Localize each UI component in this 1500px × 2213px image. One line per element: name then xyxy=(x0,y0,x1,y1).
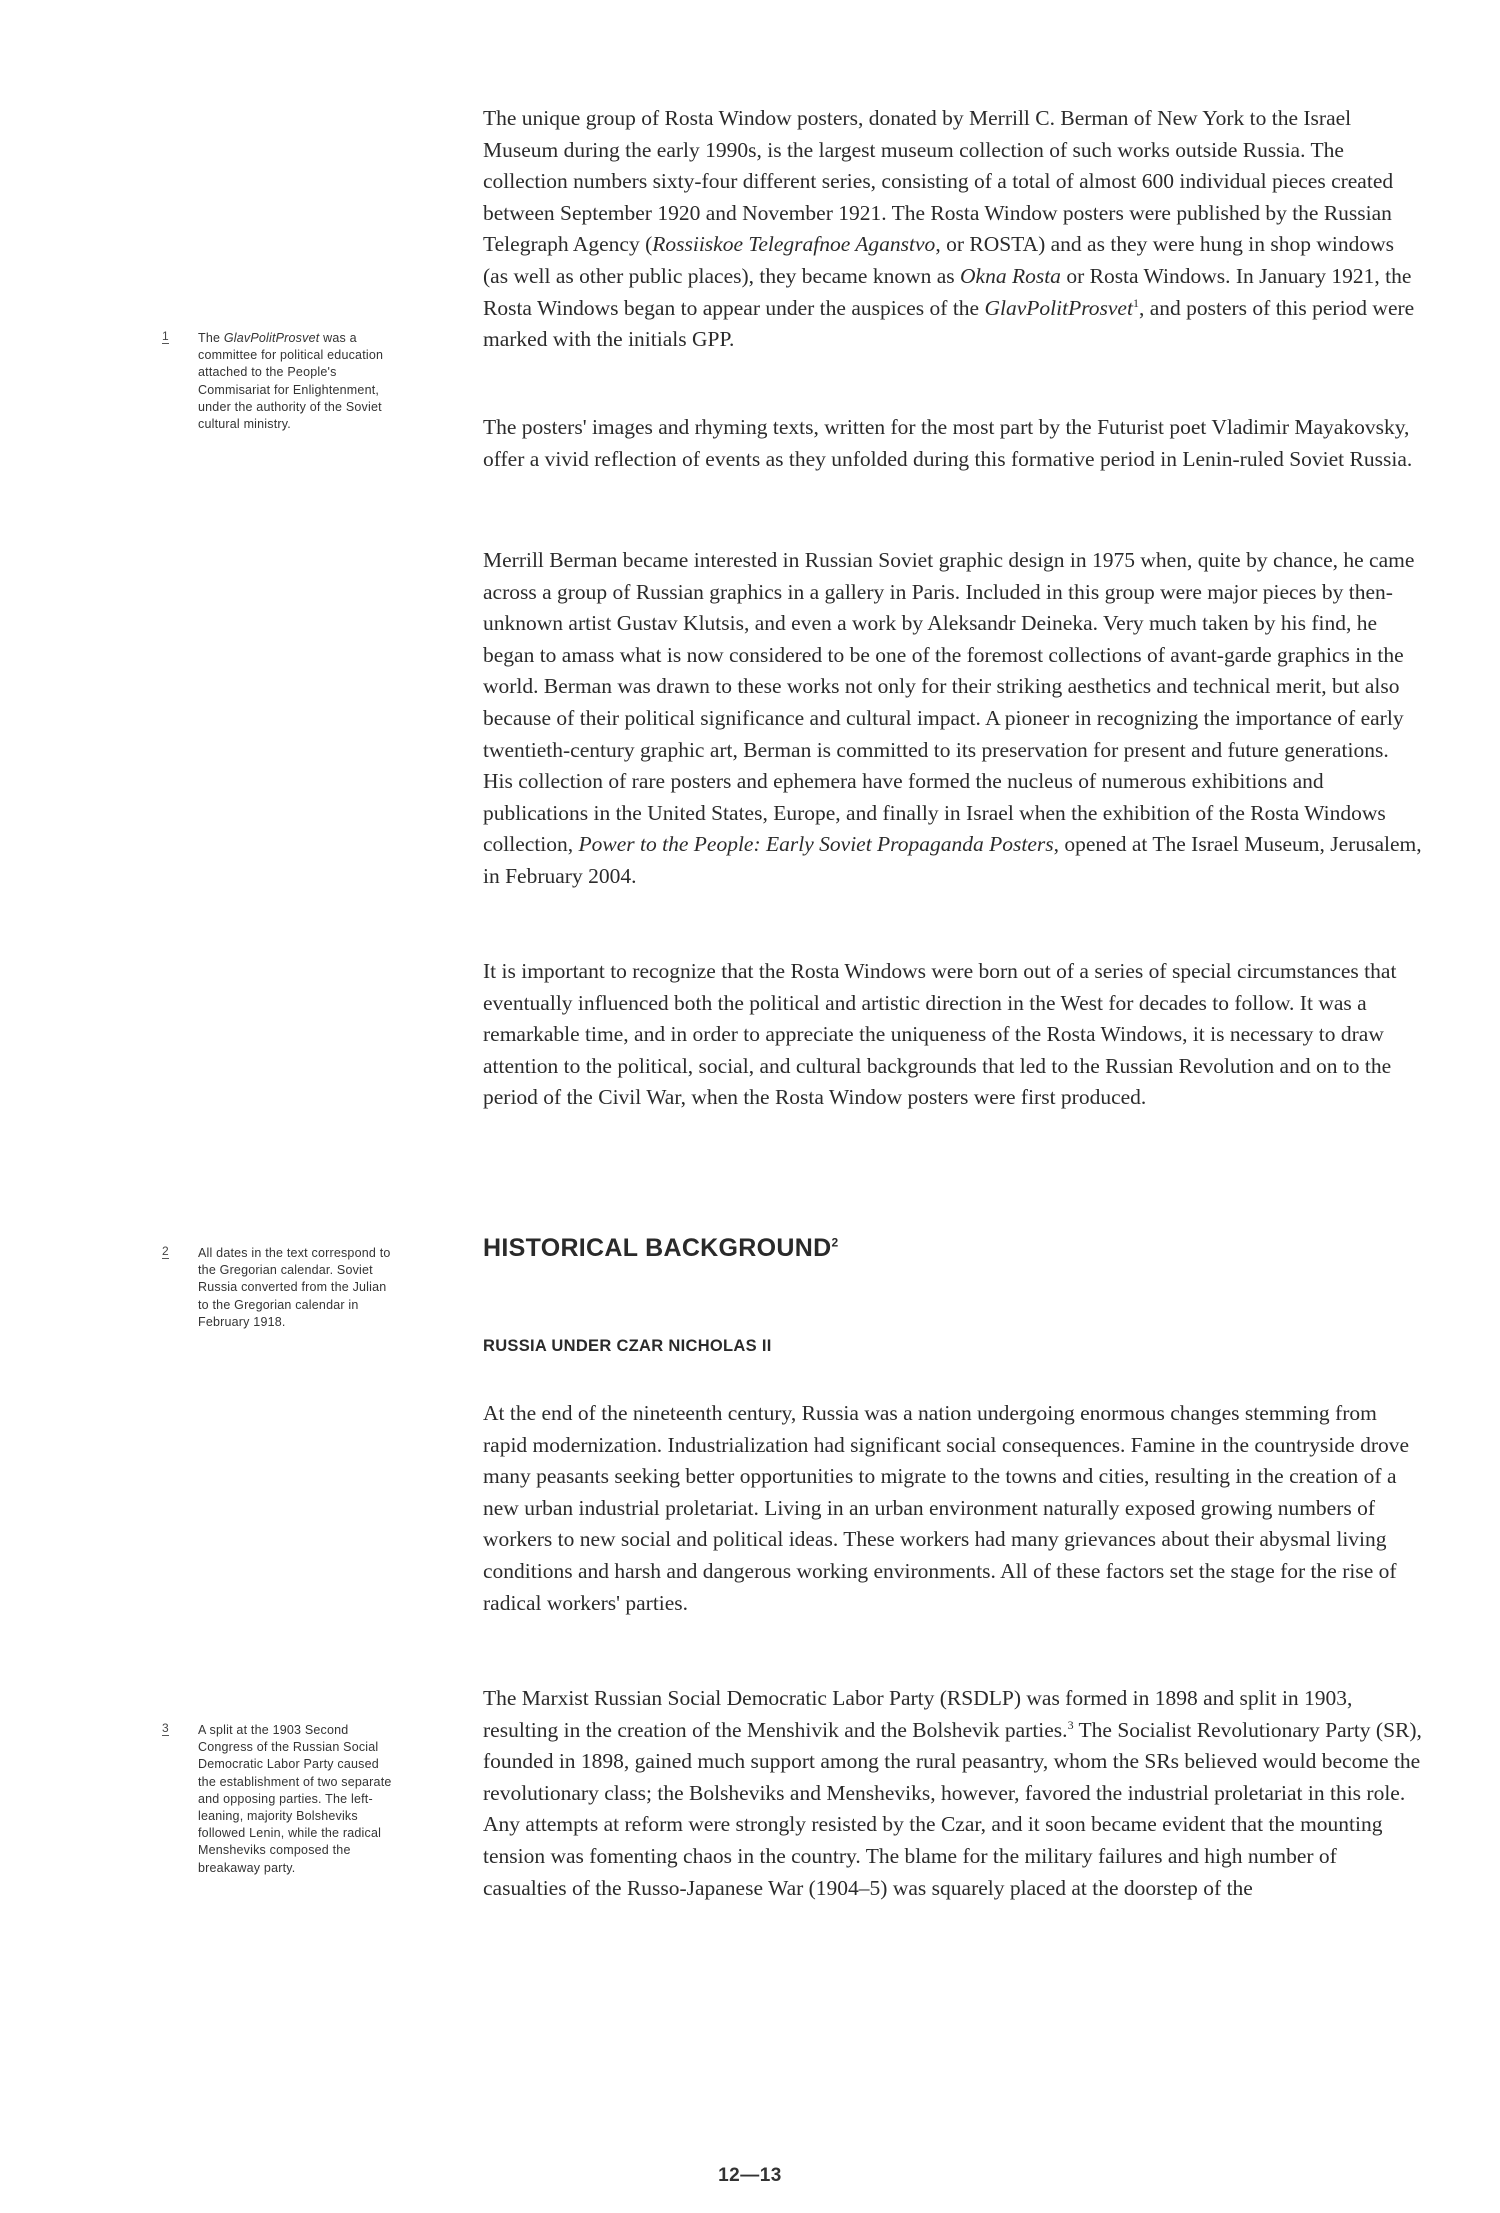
text-run: All dates in the text correspond to the Gregorian calendar. Soviet Russia converted from the Julian to the Gregorian calendar in February 1918. xyxy=(198,1246,391,1329)
italic-text: GlavPolitProsvet xyxy=(984,295,1133,320)
footnote-number: 3 xyxy=(162,1721,169,1735)
section-heading-text: HISTORICAL BACKGROUND xyxy=(483,1234,832,1262)
section-heading-note: 2 xyxy=(831,1235,839,1250)
subsection-heading: RUSSIA UNDER CZAR NICHOLAS II xyxy=(483,1337,772,1355)
text-run: was a committee for political education attached to the People's Commisariat for Enlightenment, under the authority of the Soviet cultural ministry. xyxy=(198,331,384,432)
text-run: The xyxy=(198,331,224,345)
text-run: , opened at The Israel Museum, Jerusalem, in February 2004. xyxy=(483,832,1422,888)
text-run: Merrill Berman became interested in Russian Soviet graphic design in 1975 when, quite by chance, he came across a group of Russian graphics in a gallery in Paris. Included in this group were major pieces by then-unknown artist Gustav Klutsis, and even a work by Aleksandr Deineka. Very much taken by his find, he began to amass what is now considered to be one of the foremost collections of avant-garde graphics in the world. Berman was drawn to these works not only for their striking aesthetics and technical merit, but also because of their political significance and cultural impact. A pioneer in recognizing the importance of early twentieth-century graphic art, Berman is committed to its preservation for present and future generations. His collection of rare posters and ephemera have formed the nucleus of numerous exhibitions and publications in the United States, Europe, and finally in Israel when the exhibition of the Rosta Windows collection, xyxy=(483,548,1415,857)
footnote-text xyxy=(198,1722,398,1877)
body-paragraph-6 xyxy=(483,1683,1423,1904)
italic-text: Okna Rosta xyxy=(960,263,1061,288)
text-run: , or ROSTA) and as they were hung in shop windows (as well as other public places), they became known as xyxy=(483,232,1394,288)
body-paragraph-2 xyxy=(483,412,1423,475)
text-run: The posters' images and rhyming texts, written for the most part by the Futurist poet Vladimir Mayakovsky, offer a vivid reflection of events as they unfolded during this formative period in Lenin-ruled Soviet Russia. xyxy=(483,415,1413,471)
body-paragraph-3 xyxy=(483,545,1423,893)
italic-text: Power to the People: Early Soviet Propaganda Posters xyxy=(578,832,1054,857)
text-run: At the end of the nineteenth century, Russia was a nation undergoing enormous changes stemming from rapid modernization. Industrialization had significant social consequences. Famine in the countryside drove many peasants seeking better opportunities to migrate to the towns and cities, resulting in the creation of a new urban industrial proletariat. Living in an urban environment naturally exposed growing numbers of workers to new social and political ideas. These workers had many grievances about their abysmal living conditions and harsh and dangerous working environments. All of these factors set the stage for the rise of radical workers' parties. xyxy=(483,1401,1410,1615)
italic-text: GlavPolitProsvet xyxy=(223,331,320,345)
text-run: The unique group of Rosta Window posters, donated by Merrill C. Berman of New York to the Israel Museum during the early 1990s, is the largest museum collection of such works outside Russia. The collection numbers sixty-four different series, consisting of a total of almost 600 individual pieces created between September 1920 and November 1921. The Rosta Window posters were published by the Russian Telegraph Agency ( xyxy=(483,106,1394,257)
page-number: 12—13 xyxy=(718,2165,782,2186)
text-run: It is important to recognize that the Rosta Windows were born out of a series of special circumstances that eventually influenced both the political and artistic direction in the West for decades to follow. It was a remarkable time, and in order to appreciate the uniqueness of the Rosta Windows, it is necessary to draw attention to the political, social, and cultural backgrounds that led to the Russian Revolution and on to the period of the Civil War, when the Rosta Window posters were first produced. xyxy=(483,959,1397,1110)
text-run: , and posters of this period were marked with the initials GPP. xyxy=(483,295,1415,352)
footnote-reference: 3 xyxy=(1067,1717,1074,1732)
text-run: The Marxist Russian Social Democratic Labor Party (RSDLP) was formed in 1898 and split in 1903, resulting in the creation of the Menshivik and the Bolshevik parties. xyxy=(483,1686,1353,1742)
body-paragraph-4 xyxy=(483,956,1423,1114)
footnote-text xyxy=(198,1245,398,1331)
text-run: or Rosta Windows. In January 1921, the Rosta Windows began to appear under the auspices of the xyxy=(483,263,1412,320)
body-paragraph-1 xyxy=(483,103,1423,356)
footnote-number: 1 xyxy=(162,329,169,343)
footnote-number: 2 xyxy=(162,1244,169,1258)
body-paragraph-5 xyxy=(483,1398,1423,1619)
text-run: The Socialist Revolutionary Party (SR), founded in 1898, gained much support among the rural peasantry, whom the SRs believed would become the revolutionary class; the Bolsheviks and Mensheviks, however, favored the industrial proletariat in this role. Any attempts at reform were strongly resisted by the Czar, and it soon became evident that the mounting tension was fomenting chaos in the country. The blame for the military failures and high number of casualties of the Russo-Japanese War (1904–5) was squarely placed at the doorstep of the xyxy=(483,1717,1422,1900)
section-heading xyxy=(483,1234,838,1263)
footnote-text xyxy=(198,330,398,433)
italic-text: Rossiiskoe Telegrafnoe Aganstvo xyxy=(652,232,936,257)
text-run: A split at the 1903 Second Congress of the Russian Social Democratic Labor Party caused the establishment of two separate and opposing parties. The left-leaning, majority Bolsheviks followed Lenin, while the radical Mensheviks composed the breakaway party. xyxy=(198,1723,392,1875)
footnote-reference: 1 xyxy=(1132,295,1139,310)
